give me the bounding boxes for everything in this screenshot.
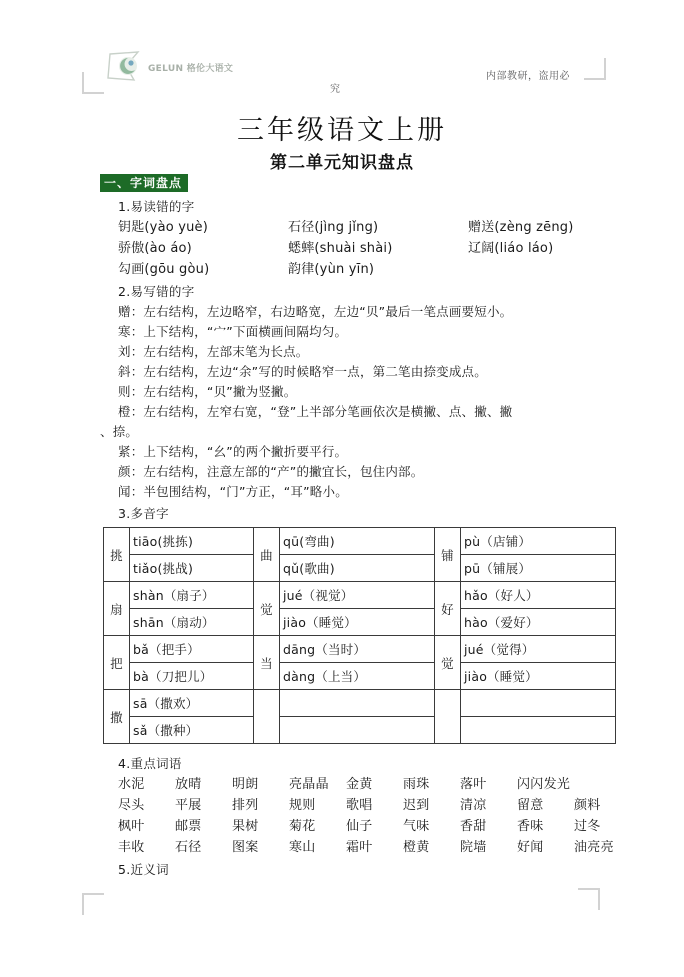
subsection-heading-3: 3.多音字: [118, 506, 169, 521]
polyphone-reading: shàn（扇子）: [130, 582, 254, 609]
polyphone-char-empty: [254, 690, 280, 744]
table-row: [104, 582, 616, 609]
table-row: [104, 717, 616, 744]
word: 颜料: [574, 798, 601, 813]
crop-mark-top-left: [82, 72, 104, 94]
pinyin-entry: 韵律(yùn yīn): [288, 262, 375, 277]
pinyin-entry: [468, 259, 598, 280]
word: 水泥: [118, 777, 145, 792]
polyphone-char: 挑: [104, 528, 130, 582]
polyphone-reading: hǎo（好人）: [461, 582, 616, 609]
section-heading: 一、字词盘点: [100, 174, 188, 192]
pinyin-entry: 骄傲(ào áo): [118, 241, 192, 256]
page-title: 三年级语文上册: [237, 115, 447, 146]
word: 放晴: [175, 777, 202, 792]
word: 丰收: [118, 840, 145, 855]
stroke-note: 寒：上下结构，“宀”下面横画间隔均匀。: [118, 324, 348, 339]
word: 仙子: [346, 819, 373, 834]
table-row: [104, 663, 616, 690]
word: 油亮亮: [574, 840, 614, 855]
word: 亮晶晶: [289, 777, 329, 792]
word-row: [118, 774, 584, 795]
stroke-note: 闻：半包围结构，“门”方正，“耳”略小。: [118, 484, 348, 499]
word: 石径: [175, 840, 202, 855]
word-row: [118, 795, 601, 816]
polyphone-char: 把: [104, 636, 130, 690]
polyphone-reading: jiào（睡觉）: [280, 609, 435, 636]
stroke-note-continued: 、捺。: [100, 424, 139, 439]
word: 菊花: [289, 819, 316, 834]
crop-mark-bottom-right: [578, 888, 600, 910]
word: 平展: [175, 798, 202, 813]
stroke-note: 颜：左右结构，注意左部的“产”的撇宜长，包住内部。: [118, 464, 424, 479]
table-row: [104, 528, 616, 555]
polyphone-reading: bà（刀把儿）: [130, 663, 254, 690]
polyphone-reading-empty: [280, 717, 435, 744]
table-row: [104, 609, 616, 636]
word: 雨珠: [403, 777, 430, 792]
polyphone-reading: sǎ（撒种）: [130, 717, 254, 744]
word: 闪闪发光: [517, 777, 571, 792]
table-row: [104, 636, 616, 663]
word-row: [118, 816, 601, 837]
word: 橙黄: [403, 840, 430, 855]
word: 过冬: [574, 819, 601, 834]
polyphone-reading: hào（爱好）: [461, 609, 616, 636]
subsection-heading-1: 1.易读错的字: [118, 199, 195, 214]
polyphone-reading: qǔ(歌曲): [280, 555, 435, 582]
word: 迟到: [403, 798, 430, 813]
polyphone-reading: dàng（上当）: [280, 663, 435, 690]
gelun-logo-icon: [104, 50, 144, 84]
polyphone-table: [103, 527, 616, 744]
word: 尽头: [118, 798, 145, 813]
polyphone-char: 铺: [435, 528, 461, 582]
polyphone-reading: qū(弯曲): [280, 528, 435, 555]
polyphone-reading: pù（店铺）: [461, 528, 616, 555]
polyphone-reading: pū（铺展）: [461, 555, 616, 582]
stroke-note: 赠：左右结构，左边略窄，右边略宽，左边“贝”最后一笔点画要短小。: [118, 304, 513, 319]
word: 院墙: [460, 840, 487, 855]
pinyin-row: [118, 238, 584, 259]
word: 排列: [232, 798, 259, 813]
pinyin-entry: 钥匙(yào yuè): [118, 220, 209, 235]
word: 清凉: [460, 798, 487, 813]
polyphone-reading: tiǎo(挑战): [130, 555, 254, 582]
polyphone-reading: bǎ（把手）: [130, 636, 254, 663]
polyphone-char: 曲: [254, 528, 280, 582]
word-row: [118, 837, 614, 858]
word: 明朗: [232, 777, 259, 792]
polyphone-char: 撒: [104, 690, 130, 744]
pinyin-entry: 石径(jìng jǐng): [288, 220, 379, 235]
table-row: [104, 555, 616, 582]
page-subtitle: 第二单元知识盘点: [270, 153, 414, 173]
subsection-heading-4: 4.重点词语: [118, 756, 182, 771]
word: 邮票: [175, 819, 202, 834]
polyphone-reading: dāng（当时）: [280, 636, 435, 663]
document-content: [100, 172, 614, 880]
word: 寒山: [289, 840, 316, 855]
word: 枫叶: [118, 819, 145, 834]
polyphone-reading: tiāo(挑拣): [130, 528, 254, 555]
pinyin-entry: 赠送(zèng zēng): [468, 220, 574, 235]
pinyin-row: [118, 217, 584, 238]
pinyin-row: [118, 259, 584, 280]
stroke-note: 则：左右结构，“贝”撇为竖撇。: [118, 384, 297, 399]
word: 香甜: [460, 819, 487, 834]
word: 金黄: [346, 777, 373, 792]
polyphone-char: 觉: [254, 582, 280, 636]
watermark-text: 内部教研，盗用必: [486, 71, 570, 82]
polyphone-char: 觉: [435, 636, 461, 690]
polyphone-char: 好: [435, 582, 461, 636]
word: 留意: [517, 798, 544, 813]
polyphone-reading: shān（扇动）: [130, 609, 254, 636]
polyphone-reading: jué（觉得）: [461, 636, 616, 663]
polyphone-reading-empty: [461, 717, 616, 744]
polyphone-reading: jué（视觉）: [280, 582, 435, 609]
word: 规则: [289, 798, 316, 813]
word: 歌唱: [346, 798, 373, 813]
polyphone-char-empty: [435, 690, 461, 744]
subsection-heading-5: 5.近义词: [118, 862, 169, 877]
table-row: [104, 690, 616, 717]
stroke-note: 橙：左右结构，左窄右宽，“登”上半部分笔画依次是横撇、点、撇、撇: [118, 404, 513, 419]
polyphone-reading-empty: [280, 690, 435, 717]
word: 霜叶: [346, 840, 373, 855]
word: 好闻: [517, 840, 544, 855]
word: 气味: [403, 819, 430, 834]
polyphone-reading: jiào（睡觉）: [461, 663, 616, 690]
word: 落叶: [460, 777, 487, 792]
watermark-text-continued: 究: [330, 84, 341, 95]
pinyin-entry: 辽阔(liáo láo): [468, 241, 554, 256]
word: 香味: [517, 819, 544, 834]
crop-mark-bottom-left: [82, 893, 104, 915]
stroke-note: 刘：左右结构，左部末笔为长点。: [118, 344, 309, 359]
stroke-note: 紧：上下结构，“幺”的两个撇折要平行。: [118, 444, 348, 459]
word: 果树: [232, 819, 259, 834]
word: 图案: [232, 840, 259, 855]
brand-logo: [104, 50, 233, 84]
subsection-heading-2: 2.易写错的字: [118, 284, 195, 299]
stroke-note: 斜：左右结构，左边“余”写的时候略窄一点，第二笔由捺变成点。: [118, 364, 487, 379]
polyphone-reading: sā（撒欢）: [130, 690, 254, 717]
polyphone-char: 扇: [104, 582, 130, 636]
polyphone-char: 当: [254, 636, 280, 690]
pinyin-entry: 勾画(gōu gòu): [118, 262, 210, 277]
pinyin-entry: 蟋蟀(shuài shài): [288, 241, 393, 256]
brand-logo-text: GELUN 格伦大语文: [148, 63, 234, 74]
polyphone-reading-empty: [461, 690, 616, 717]
